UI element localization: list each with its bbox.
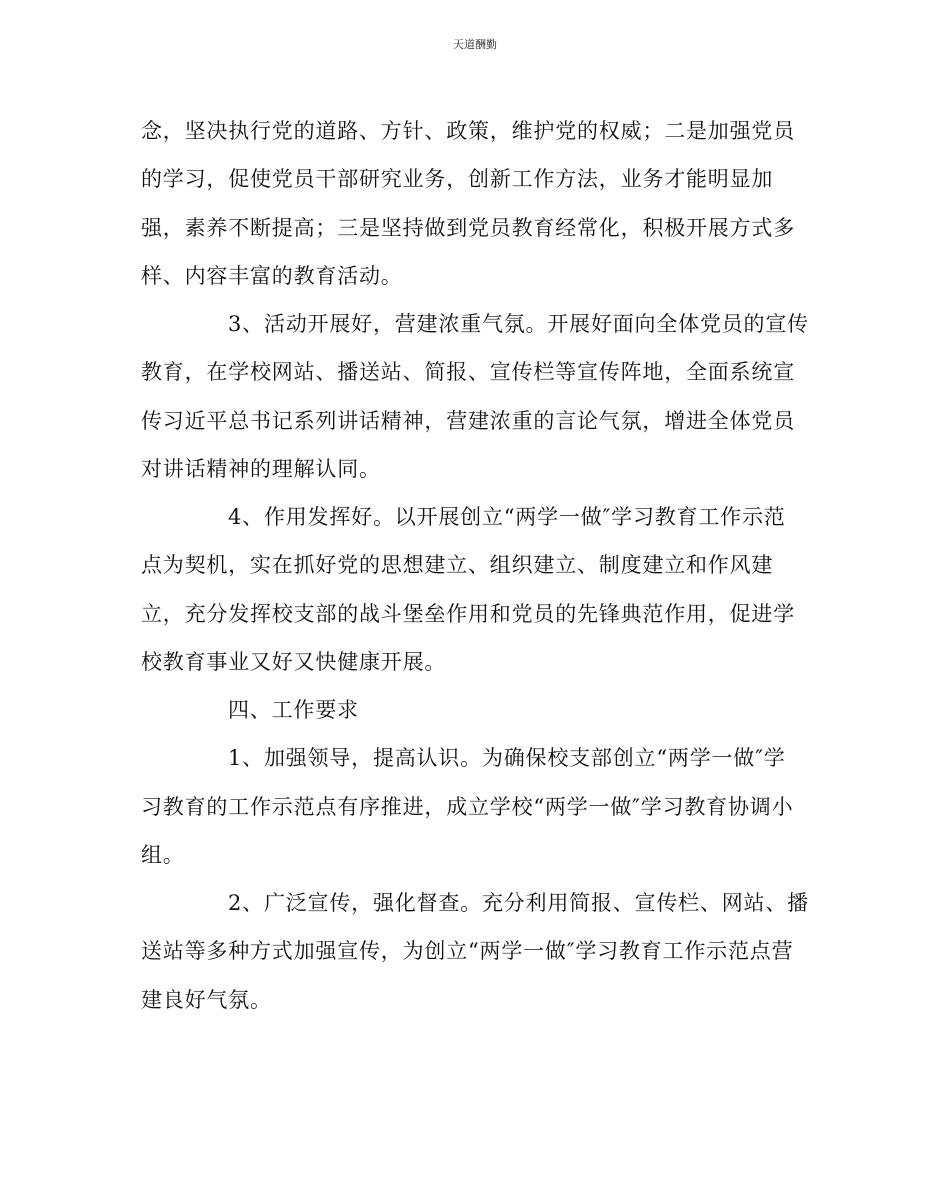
text-line: 校教育事业又好又快健康开展。 <box>141 649 447 674</box>
text-line: 念，坚决执行党的道路、方针、政策，维护党的权威；二是加强党员 <box>141 119 795 143</box>
paragraph-start: 3、活动开展好，营建浓重气氛。开展好面向全体党员的宣传 <box>228 312 809 336</box>
text-line: 组。 <box>141 842 185 867</box>
page-header: 天道酬勤 <box>453 38 497 51</box>
text-line: 习教育的工作示范点有序推进，成立学校“两学一做″学习教育协调小 <box>141 794 794 819</box>
text-line: 样、内容丰富的教育活动。 <box>141 263 403 288</box>
text-line: 强，素养不断提高；三是坚持做到党员教育经常化，积极开展方式多 <box>141 215 795 240</box>
text-line: 建良好气氛。 <box>141 987 272 1012</box>
text-line: 的学习，促使党员干部研究业务，创新工作方法，业务才能明显加 <box>141 167 774 192</box>
text-line: 教育，在学校网站、播送站、简报、宣传栏等宣传阵地，全面系统宣 <box>141 360 795 385</box>
text-line: 点为契机，实在抓好党的思想建立、组织建立、制度建立和作风建 <box>141 553 774 578</box>
text-line: 立，充分发挥校支部的战斗堡垒作用和党员的先锋典范作用，促进学 <box>141 601 795 626</box>
paragraph-start: 2、广泛宣传，强化督查。充分利用简报、宣传栏、网站、播 <box>228 891 809 915</box>
section-heading: 四、工作要求 <box>228 698 359 722</box>
paragraph-start: 4、作用发挥好。以开展创立“两学一做″学习教育工作示范 <box>228 505 786 529</box>
text-line: 传习近平总书记系列讲话精神，营建浓重的言论气氛，增进全体党员 <box>141 408 795 433</box>
text-line: 送站等多种方式加强宣传，为创立“两学一做″学习教育工作示范点营 <box>141 939 794 964</box>
text-line: 对讲话精神的理解认同。 <box>141 456 381 481</box>
paragraph-start: 1、加强领导，提高认识。为确保校支部创立“两学一做″学 <box>228 746 786 771</box>
document-body <box>141 120 809 1011</box>
